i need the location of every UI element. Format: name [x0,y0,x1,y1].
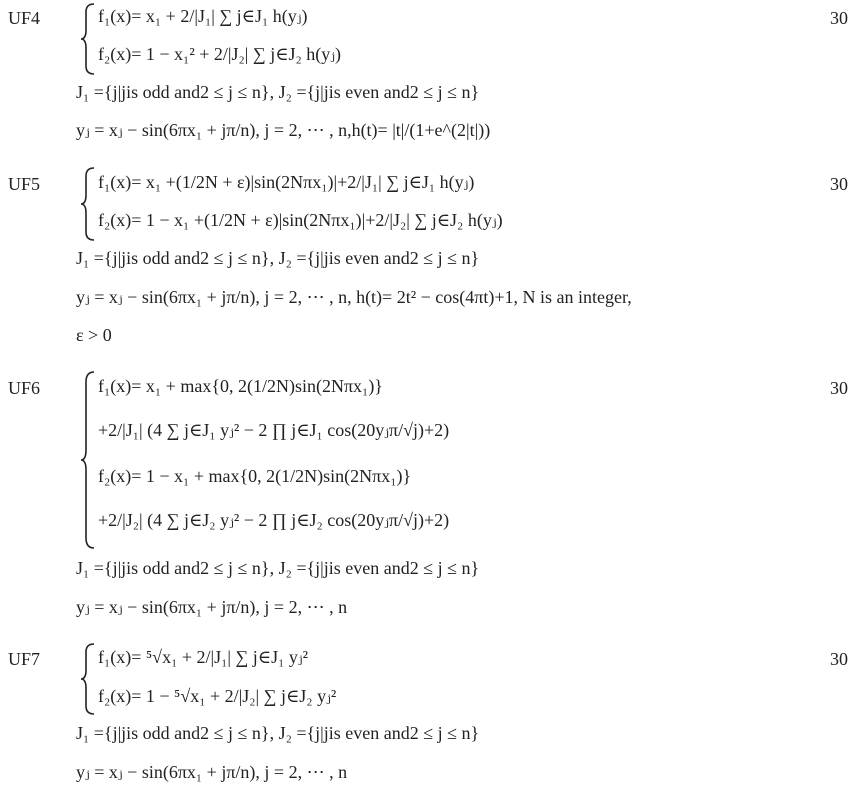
problem-dimension: 30 [830,174,848,194]
objective-f1: f₁(x)= x₁ + 2/|J₁| ∑ j∈J₁ h(yⱼ) [98,6,308,26]
variable-definition: yⱼ = xⱼ − sin(6πx₁ + jπ/n), j = 2, ⋯ , n, h(t)= 2t² − cos(4πt)+1, N is an integer, [76,287,632,307]
left-brace-icon [80,642,96,716]
problem-name: UF7 [8,649,41,669]
problem-name: UF4 [8,8,41,28]
objective-f1: f₁(x)= ⁵√x₁ + 2/|J₁| ∑ j∈J₁ yⱼ² [98,647,309,667]
index-sets: J₁ ={j|jis odd and2 ≤ j ≤ n}, J₂ ={j|jis even and2 ≤ j ≤ n} [76,558,480,578]
index-sets: J₁ ={j|jis odd and2 ≤ j ≤ n}, J₂ ={j|jis even and2 ≤ j ≤ n} [76,723,480,743]
problem-dimension: 30 [830,378,848,398]
variable-definition: yⱼ = xⱼ − sin(6πx₁ + jπ/n), j = 2, ⋯ , n [76,762,348,782]
problem-name: UF6 [8,378,41,398]
objective-f1: f₁(x)= x₁ +(1/2N + ε)|sin(2Nπx₁)|+2/|J₁| ∑ j∈J₁ h(yⱼ) [98,172,475,192]
objective-f2: f₂(x)= 1 − ⁵√x₁ + 2/|J₂| ∑ j∈J₂ yⱼ² [98,686,337,706]
objective-f1-penalty: +2/|J₁| (4 ∑ j∈J₁ yⱼ² − 2 ∏ j∈J₁ cos(20yⱼπ/√j)+2) [98,420,450,440]
left-brace-icon [80,2,96,76]
problem-dimension: 30 [830,649,848,669]
objective-f2: f₂(x)= 1 − x₁² + 2/|J₂| ∑ j∈J₂ h(yⱼ) [98,44,342,64]
left-brace-icon [80,370,96,550]
objective-f2: f₂(x)= 1 − x₁ +(1/2N + ε)|sin(2Nπx₁)|+2/|J₂| ∑ j∈J₂ h(yⱼ) [98,210,503,230]
problem-name: UF5 [8,174,41,194]
objective-f1: f₁(x)= x₁ + max{0, 2(1/2N)sin(2Nπx₁)} [98,376,383,396]
index-sets: J₁ ={j|jis odd and2 ≤ j ≤ n}, J₂ ={j|jis even and2 ≤ j ≤ n} [76,82,480,102]
variable-definition: yⱼ = xⱼ − sin(6πx₁ + jπ/n), j = 2, ⋯ , n,h(t)= |t|/(1+e^(2|t|)) [76,120,491,140]
objective-f2-penalty: +2/|J₂| (4 ∑ j∈J₂ yⱼ² − 2 ∏ j∈J₂ cos(20yⱼπ/√j)+2) [98,510,450,530]
variable-definition-cont: ε > 0 [76,325,112,345]
objective-f2: f₂(x)= 1 − x₁ + max{0, 2(1/2N)sin(2Nπx₁)} [98,466,412,486]
variable-definition: yⱼ = xⱼ − sin(6πx₁ + jπ/n), j = 2, ⋯ , n [76,597,348,617]
left-brace-icon [80,166,96,242]
index-sets: J₁ ={j|jis odd and2 ≤ j ≤ n}, J₂ ={j|jis even and2 ≤ j ≤ n} [76,248,480,268]
problem-dimension: 30 [830,8,848,28]
